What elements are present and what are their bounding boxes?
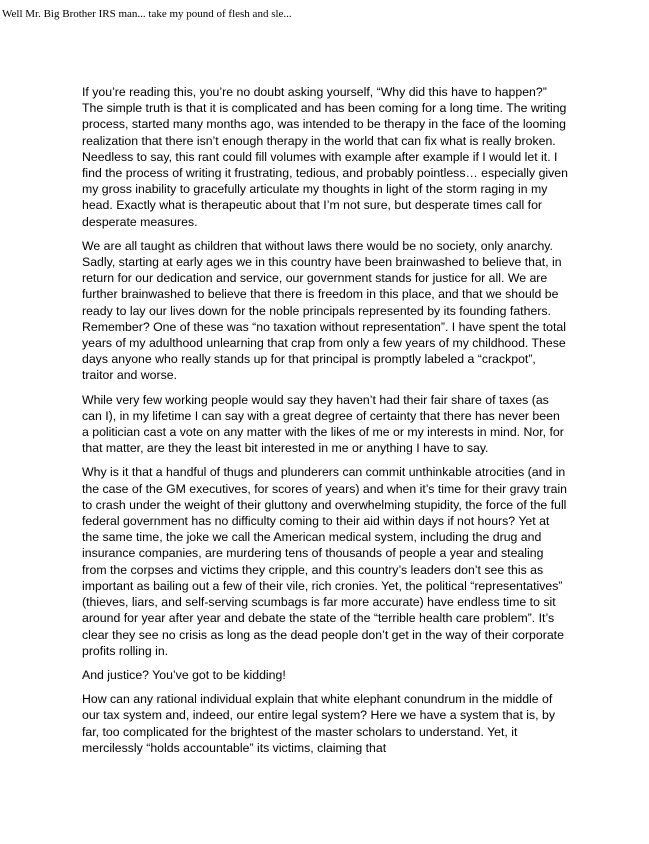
document-body [82,84,568,764]
paragraph-5: And justice? You’ve got to be kidding! [82,667,286,682]
paragraph-1: If you’re reading this, you’re no doubt asking yourself, “Why did this have to happen?” The simple truth is that it is complicated and has been coming for a long time. The writing process, started many months ago, was intended to be therapy in the face of the looming realization that there isn’t enough therapy in the world that can fix what is really broken. Needless to say, this rant could fill volumes with example after example if I would let it. I find the process of writing it frustrating, tedious, and probably pointless… especially given my gross inability to gracefully articulate my thoughts in light of the storm raging in my head. Exactly what is therapeutic about that I’m not sure, but desperate times call for desperate measures. [82,85,568,229]
paragraph-2: We are all taught as children that without laws there would be no society, only anarchy. Sadly, starting at early ages we in this country have been brainwashed to believe that, in return for our dedication and service, our government stands for justice for all. We are further brainwashed to believe that there is freedom in this place, and that we should be ready to lay our lives down for the noble principals represented by its founding fathers. Remember? One of these was “no taxation without representation”. I have spent the total years of my adulthood unlearning that crap from only a few years of my childhood. These days anyone who really stands up for that principal is promptly labeled a “crackpot”, traitor and worse. [82,238,566,383]
paragraph-3: While very few working people would say they haven’t had their fair share of taxes (as can I), in my lifetime I can say with a great degree of certainty that there has never been a politician cast a vote on any matter with the likes of me or my interests in mind. Nor, for that matter, are they the least bit interested in me or anything I have to say. [82,392,564,456]
paragraph-6: How can any rational individual explain that white elephant conundrum in the middle of our tax system and, indeed, our entire legal system? Here we have a system that is, by far, too complicated for the brightest of the master scholars to understand. Yet, it mercilessly “holds accountable” its victims, claiming that [82,692,555,755]
page-header-title: Well Mr. Big Brother IRS man... take my pound of flesh and sle... [2,8,292,20]
paragraph-4: Why is it that a handful of thugs and plunderers can commit unthinkable atrocities (and in the case of the GM executives, for scores of years) and when it’s time for their gravy train to crash under the weight of their gluttony and overwhelming stupidity, the force of the full federal government has no difficulty coming to their aid within days if not hours? Yet at the same time, the joke we call the American medical system, including the drug and insurance companies, are murdering tens of thousands of people a year and stealing from the corpses and victims they cripple, and this country’s leaders don’t see this as important as bailing out a few of their vile, rich cronies. Yet, the political “representatives” (thieves, liars, and self-serving scumbags is far more accurate) have endless time to sit around for year after year and debate the state of the “terrible health care problem”. It’s clear they see no crisis as long as the dead people don’t get in the way of their corporate profits rolling in. [82,465,568,658]
